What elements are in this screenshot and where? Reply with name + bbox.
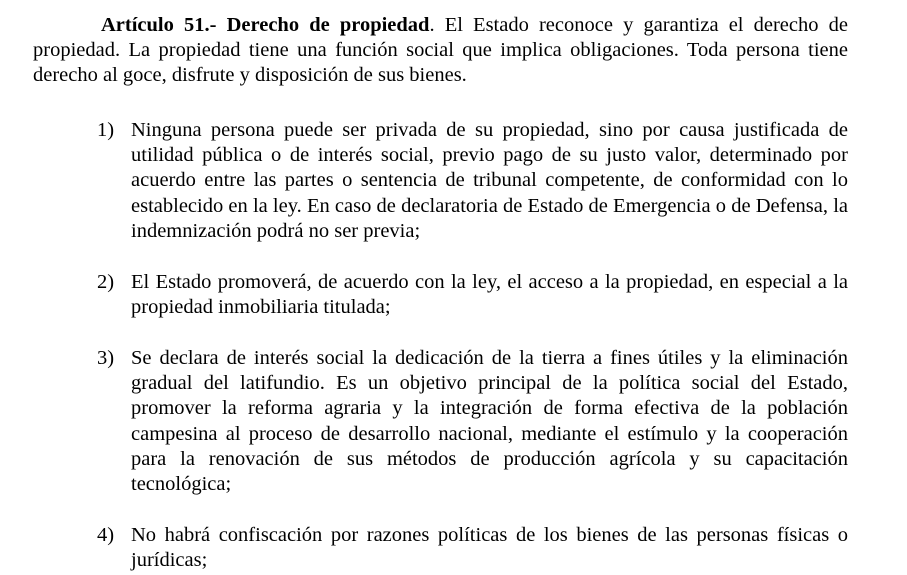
list-item-text: Se declara de interés social la dedicación de la tierra a fines útiles y la eliminación gradual del latifundio. Es un objetivo principal de la política social del Estado, promover la reforma agraria y la integración de forma efectiva de la población campesina al proceso de desarrollo nacional, mediante el estímulo y la cooperación para la renovación de sus métodos de producción agrícola y su capacitación tecnológica; (131, 347, 848, 496)
list-item-number: 2) (97, 271, 115, 293)
list-item-text: Ninguna persona puede ser privada de su propiedad, sino por causa justificada de utilidad pública o de interés social, previo pago de su justo valor, determinado por acuerdo entre las partes o sentencia de tribunal competente, de conformidad con lo establecido en la ley. En caso de declaratoria de Estado de Emergencia o de Defensa, la indemnización podrá no ser previa; (131, 119, 848, 242)
list-item (97, 346, 848, 497)
article-title: Artículo 51.- Derecho de propiedad (101, 14, 430, 36)
article-intro-text: . El Estado reconoce y garantiza el derecho de propiedad. La propiedad tiene una función social que implica obligaciones. Toda persona tiene derecho al goce, disfrute y disposición de sus bienes. (33, 14, 848, 87)
list-item-text: No habrá confiscación por razones políticas de los bienes de las personas físicas o jurídicas; (131, 524, 848, 572)
article-paragraph (33, 13, 848, 89)
list-item (97, 118, 848, 244)
list-item-number: 3) (97, 347, 115, 369)
list-item-number: 1) (97, 119, 115, 141)
list-item-number: 4) (97, 524, 115, 546)
list-item-text: El Estado promoverá, de acuerdo con la ley, el acceso a la propiedad, en especial a la propiedad inmobiliaria titulada; (131, 271, 848, 319)
list-item (97, 270, 848, 320)
list-item (97, 523, 848, 573)
